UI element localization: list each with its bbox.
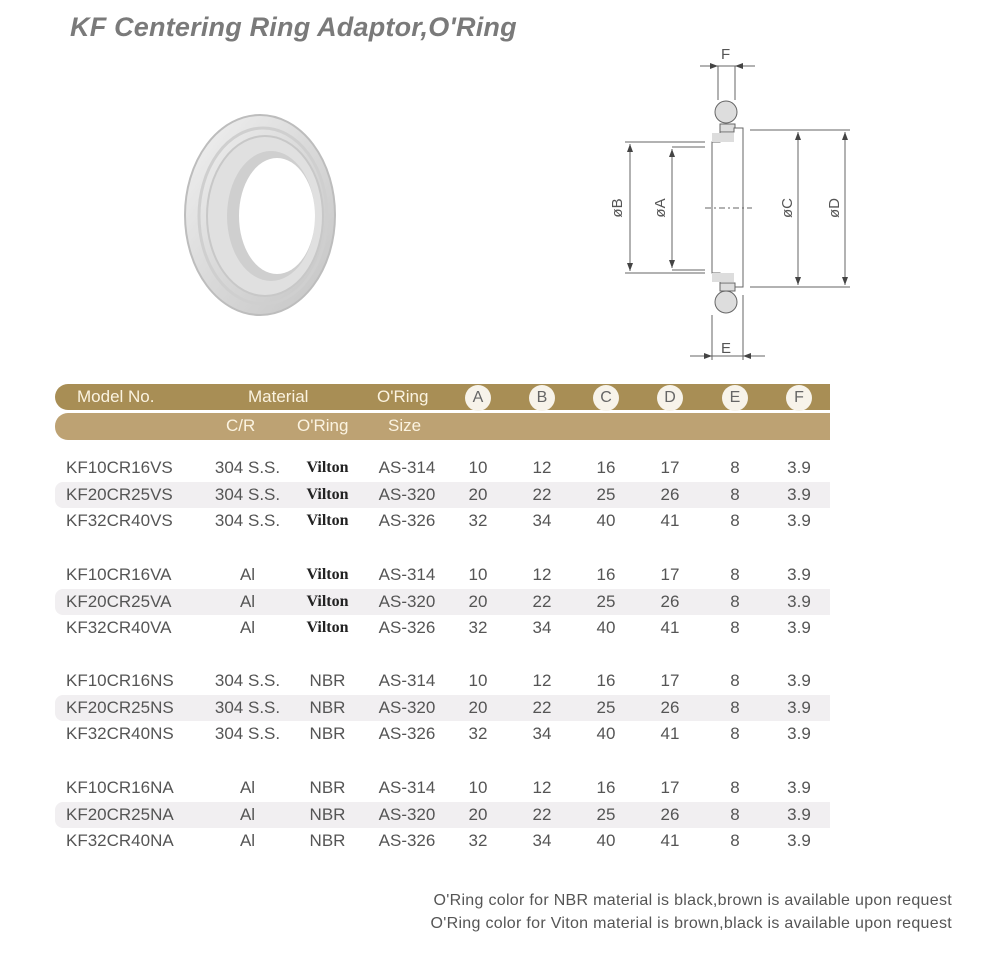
cell-c: 25 [596, 697, 616, 717]
table-header-row-2 [55, 413, 830, 440]
header-col-c: C [593, 385, 619, 411]
cell-d: 26 [660, 697, 680, 717]
cell-e: 8 [730, 484, 740, 504]
cell-size: AS-314 [378, 671, 436, 690]
cell-c: 25 [596, 591, 616, 611]
cell-d: 17 [660, 778, 680, 797]
cell-d: 17 [660, 671, 680, 690]
cell-a: 32 [468, 831, 488, 850]
cell-a: 32 [468, 724, 488, 743]
cell-a: 10 [468, 671, 488, 690]
cell-d: 41 [660, 618, 680, 637]
cell-b: 34 [532, 724, 552, 743]
cell-b: 22 [532, 484, 552, 504]
cell-d: 41 [660, 724, 680, 743]
cell-model: KF20CR25NS [66, 697, 174, 717]
cell-f: 3.9 [787, 484, 811, 504]
cell-a: 32 [468, 618, 488, 637]
cell-b: 34 [532, 511, 552, 530]
header-col-b: B [529, 385, 555, 411]
cell-cr: 304 S.S. [214, 511, 281, 530]
cell-d: 26 [660, 804, 680, 824]
cell-e: 8 [730, 831, 740, 850]
cell-d: 17 [660, 565, 680, 584]
cell-e: 8 [730, 591, 740, 611]
table-header-row-1 [55, 384, 830, 410]
cell-cr: Al [239, 591, 256, 611]
header-model: Model No. [77, 387, 155, 406]
cell-oring: Vilton [306, 459, 349, 476]
cell-d: 26 [660, 484, 680, 504]
cell-size: AS-320 [378, 697, 436, 717]
header-material: Material [248, 387, 309, 406]
cell-cr: Al [239, 565, 256, 584]
note-nbr: O'Ring color for NBR material is black,brown is available upon request [433, 892, 952, 909]
cell-oring: Vilton [306, 566, 349, 583]
cell-f: 3.9 [787, 565, 811, 584]
label-a: øA [652, 198, 669, 218]
header-col-f: F [786, 385, 812, 411]
cell-size: AS-326 [378, 831, 436, 850]
cell-c: 40 [596, 724, 616, 743]
cell-e: 8 [730, 671, 740, 690]
cell-f: 3.9 [787, 778, 811, 797]
cell-e: 8 [730, 565, 740, 584]
cell-oring: NBR [309, 724, 346, 743]
cell-a: 10 [468, 565, 488, 584]
cell-b: 12 [532, 565, 552, 584]
cell-c: 40 [596, 831, 616, 850]
table-row [55, 721, 830, 747]
cell-cr: 304 S.S. [214, 724, 281, 743]
cell-f: 3.9 [787, 804, 811, 824]
cell-b: 12 [532, 671, 552, 690]
cell-size: AS-326 [378, 618, 436, 637]
label-f: F [721, 46, 731, 63]
cell-a: 32 [468, 511, 488, 530]
cell-oring: NBR [309, 671, 346, 690]
cell-a: 20 [468, 804, 488, 824]
header-cr: C/R [226, 416, 256, 435]
cell-oring: Vilton [306, 592, 349, 610]
cell-f: 3.9 [787, 724, 811, 743]
cell-b: 22 [532, 591, 552, 611]
cell-e: 8 [730, 724, 740, 743]
cell-oring: Vilton [306, 485, 349, 503]
cell-size: AS-320 [378, 804, 436, 824]
cell-oring: NBR [309, 778, 346, 797]
cell-cr: Al [239, 831, 256, 850]
cell-c: 16 [596, 458, 616, 477]
cell-c: 16 [596, 671, 616, 690]
table-row [55, 615, 830, 641]
table-row [55, 455, 830, 481]
note-viton: O'Ring color for Viton material is brown,black is available upon request [430, 915, 952, 932]
cell-b: 22 [532, 804, 552, 824]
cell-d: 26 [660, 591, 680, 611]
cell-e: 8 [730, 804, 740, 824]
cell-c: 25 [596, 484, 616, 504]
cell-oring: NBR [309, 831, 346, 850]
cell-e: 8 [730, 458, 740, 477]
table-row [55, 508, 830, 534]
cell-b: 12 [532, 778, 552, 797]
label-d: øD [826, 198, 843, 218]
cell-a: 10 [468, 458, 488, 477]
cell-d: 41 [660, 831, 680, 850]
table-row [55, 668, 830, 694]
cell-model: KF10CR16NS [66, 671, 174, 690]
table-row [55, 482, 830, 508]
header-col-a: A [465, 385, 491, 411]
cell-e: 8 [730, 511, 740, 530]
cell-cr: 304 S.S. [214, 671, 281, 690]
cell-model: KF20CR25NA [66, 804, 174, 824]
cell-a: 10 [468, 778, 488, 797]
table-row [55, 695, 830, 721]
cell-b: 34 [532, 618, 552, 637]
header-col-e: E [722, 385, 748, 411]
header-oring: O'Ring [377, 387, 429, 406]
cell-size: AS-320 [378, 484, 436, 504]
cell-oring: Vilton [306, 512, 349, 529]
dimension-diagram [600, 40, 880, 370]
cell-d: 41 [660, 511, 680, 530]
cell-cr: 304 S.S. [214, 458, 281, 477]
header-col-d: D [657, 385, 683, 411]
cell-model: KF32CR40VA [66, 618, 172, 637]
label-c: øC [779, 198, 796, 218]
table-row [55, 828, 830, 854]
cell-size: AS-326 [378, 724, 436, 743]
page-title: KF Centering Ring Adaptor,O'Ring [70, 12, 517, 42]
cell-a: 20 [468, 591, 488, 611]
cell-model: KF32CR40VS [66, 511, 173, 530]
cell-c: 40 [596, 511, 616, 530]
table-row [55, 802, 830, 828]
cell-size: AS-314 [378, 778, 436, 797]
cell-f: 3.9 [787, 831, 811, 850]
header-oring-material: O'Ring [297, 416, 349, 435]
cell-size: AS-326 [378, 511, 436, 530]
cell-cr: Al [239, 618, 256, 637]
cell-f: 3.9 [787, 591, 811, 611]
cell-size: AS-320 [378, 591, 436, 611]
cell-f: 3.9 [787, 618, 811, 637]
cell-model: KF20CR25VA [66, 591, 172, 611]
cell-cr: 304 S.S. [214, 484, 281, 504]
cell-b: 22 [532, 697, 552, 717]
cell-size: AS-314 [378, 458, 436, 477]
cell-oring: Vilton [306, 619, 349, 636]
cell-size: AS-314 [378, 565, 436, 584]
cell-c: 40 [596, 618, 616, 637]
cell-oring: NBR [309, 804, 346, 824]
cell-model: KF32CR40NS [66, 724, 174, 743]
cell-model: KF10CR16VA [66, 565, 172, 584]
table-row [55, 589, 830, 615]
table-row [55, 562, 830, 588]
cell-a: 20 [468, 697, 488, 717]
header-size: Size [388, 416, 422, 435]
cell-model: KF32CR40NA [66, 831, 174, 850]
cell-cr: 304 S.S. [214, 697, 281, 717]
cell-f: 3.9 [787, 671, 811, 690]
cell-e: 8 [730, 697, 740, 717]
label-b: øB [609, 198, 626, 218]
cell-b: 12 [532, 458, 552, 477]
cell-c: 16 [596, 778, 616, 797]
centering-ring-photo [175, 110, 345, 320]
cell-e: 8 [730, 778, 740, 797]
cell-cr: Al [239, 804, 256, 824]
cell-cr: Al [239, 778, 256, 797]
cell-d: 17 [660, 458, 680, 477]
cell-model: KF10CR16NA [66, 778, 174, 797]
cell-oring: NBR [309, 697, 346, 717]
cell-f: 3.9 [787, 697, 811, 717]
cell-b: 34 [532, 831, 552, 850]
cell-model: KF10CR16VS [66, 458, 173, 477]
cell-model: KF20CR25VS [66, 484, 173, 504]
cell-a: 20 [468, 484, 488, 504]
table-row [55, 775, 830, 801]
cell-c: 16 [596, 565, 616, 584]
cell-c: 25 [596, 804, 616, 824]
cell-f: 3.9 [787, 458, 811, 477]
cell-e: 8 [730, 618, 740, 637]
label-e: E [721, 340, 732, 357]
cell-f: 3.9 [787, 511, 811, 530]
